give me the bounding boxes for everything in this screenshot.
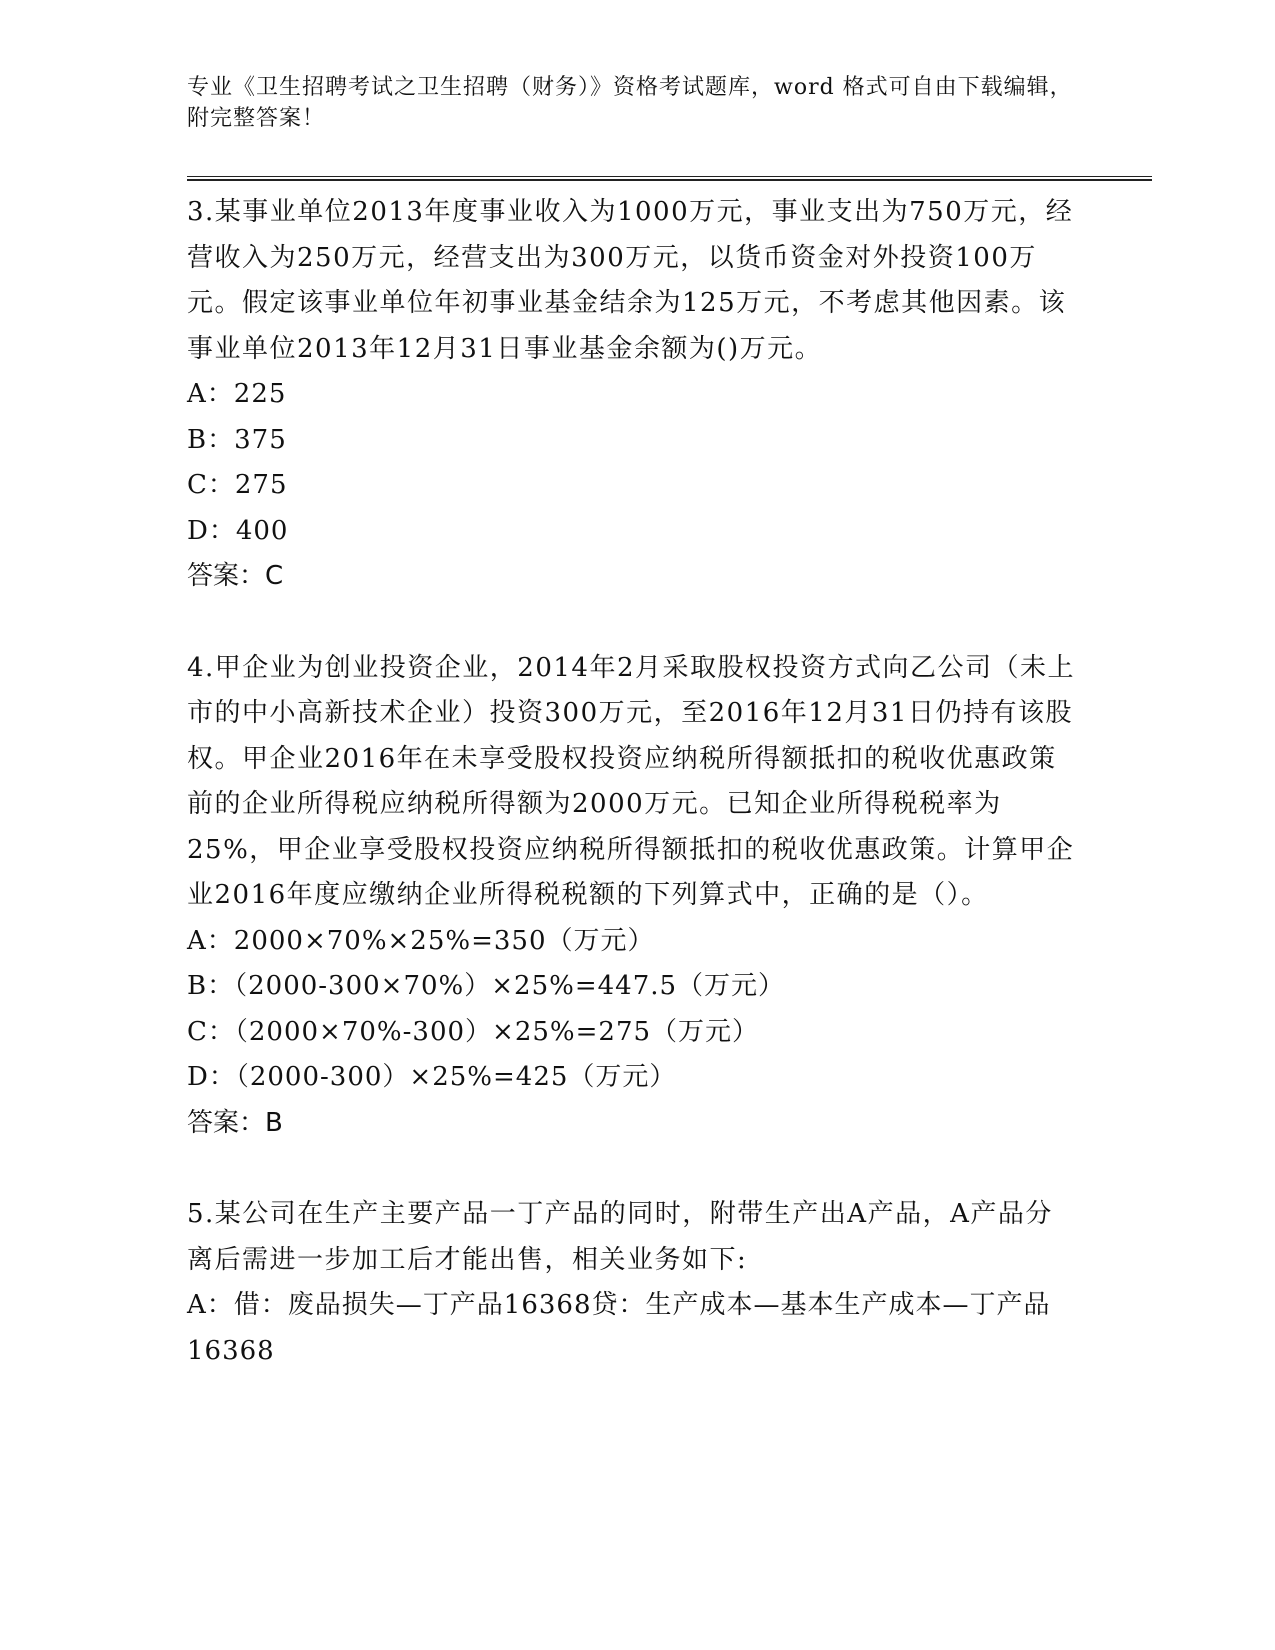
option-a: A：借：废品损失—丁产品16368贷：生产成本—基本生产成本—丁产品16368 (187, 1290, 1051, 1366)
option-d: D：400 (187, 515, 289, 546)
option-b: B：375 (187, 424, 287, 455)
option-c: C：（2000×70%-300）×25%=275（万元） (187, 1016, 760, 1047)
question-stem: 4.甲企业为创业投资企业，2014年2月采取股权投资方式向乙公司（未上市的中小高新技术企业）投资300万元，至2016年12月31日仍持有该股权。甲企业2016年在未享受股权投资应纳税所得额抵扣的税收优惠政策前的企业所得税应纳税所得额为2000万元。已知企业所得税税率为25%，甲企业享受股权投资应纳税所得额抵扣的税收优惠政策。计算甲企业2016年度应缴纳企业所得税税额的下列算式中，正确的是（）。 (187, 652, 1076, 910)
page-header: 专业《卫生招聘考试之卫生招聘（财务）》资格考试题库，word 格式可自由下载编辑，附完整答案！ (187, 75, 1073, 131)
question-stem: 3.某事业单位2013年度事业收入为1000万元，事业支出为750万元，经营收入为250万元，经营支出为300万元，以货币资金对外投资100万元。假定该事业单位年初事业基金结余为125万元，不考虑其他因素。该事业单位2013年12月31日事业基金余额为()万元。 (187, 197, 1074, 364)
answer: 答案：C (187, 561, 284, 591)
option-d: D：（2000-300）×25%=425（万元） (187, 1062, 677, 1092)
question-3 (187, 190, 1077, 600)
question-5 (187, 1192, 1077, 1374)
question-stem: 5.某公司在生产主要产品一丁产品的同时，附带生产出A产品，A产品分离后需进一步加工后才能出售，相关业务如下: (187, 1199, 1053, 1275)
answer: 答案：B (187, 1107, 283, 1138)
option-a: A：225 (187, 379, 287, 409)
header-divider (187, 176, 1152, 181)
option-c: C：275 (187, 470, 288, 500)
option-a: A：2000×70%×25%=350（万元） (187, 925, 655, 956)
spacer (187, 600, 1077, 646)
option-b: B：（2000-300×70%）×25%=447.5（万元） (187, 971, 786, 1001)
question-list (187, 190, 1077, 1374)
question-4 (187, 646, 1077, 1147)
spacer (187, 1146, 1077, 1192)
